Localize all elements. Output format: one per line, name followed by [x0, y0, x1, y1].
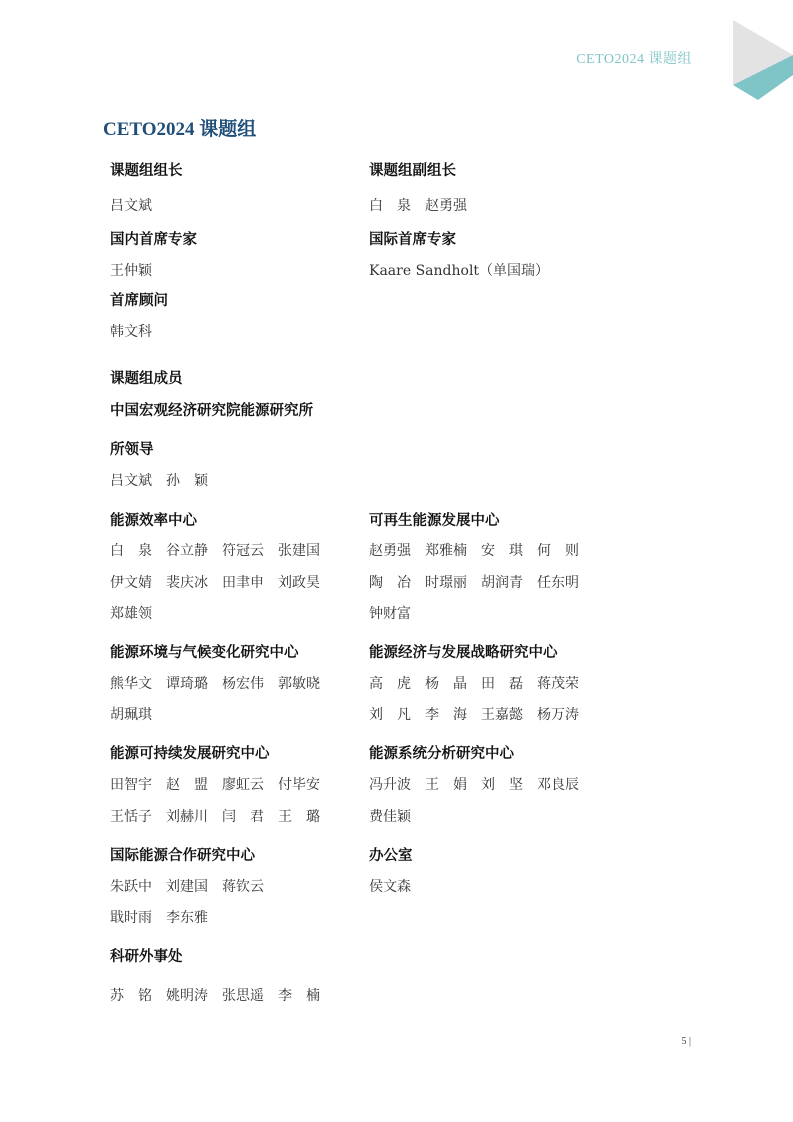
- center-systems-label: 能源系统分析研究中心: [369, 746, 514, 762]
- leader-label: 课题组组长: [110, 163, 183, 179]
- center-cooperation-label: 国际能源合作研究中心: [110, 848, 255, 864]
- center-efficiency-label: 能源效率中心: [110, 513, 197, 529]
- center-environment-row: 熊华文 谭琦璐 杨宏伟 郭敏晓: [110, 676, 320, 692]
- center-sustainable-label: 能源可持续发展研究中心: [110, 746, 270, 762]
- office-label: 办公室: [369, 848, 413, 864]
- center-renewable-row: 赵勇强 郑雅楠 安 琪 何 则: [369, 543, 579, 559]
- center-environment-label: 能源环境与气候变化研究中心: [110, 645, 299, 661]
- foreign-affairs-row: 苏 铭 姚明涛 张思遥 李 楠: [110, 988, 320, 1004]
- center-economics-row: 刘 凡 李 海 王嘉懿 杨万涛: [369, 707, 579, 723]
- center-renewable-row: 钟财富: [369, 606, 411, 622]
- center-cooperation-row: 戢时雨 李东雅: [110, 910, 208, 926]
- center-efficiency-row: 伊文婧 裴庆冰 田聿申 刘政昊: [110, 575, 320, 591]
- deputy-leader-label: 课题组副组长: [369, 163, 456, 179]
- center-systems-row: 费佳颖: [369, 809, 411, 825]
- page-title: CETO2024 课题组: [103, 119, 257, 140]
- foreign-affairs-label: 科研外事处: [110, 949, 183, 965]
- advisor-label: 首席顾问: [110, 293, 168, 309]
- office-row: 侯文森: [369, 879, 411, 895]
- intl-expert-names: Kaare Sandholt（单国瑞）: [369, 263, 550, 279]
- leadership-label: 所领导: [110, 442, 154, 458]
- institute-name: 中国宏观经济研究院能源研究所: [110, 403, 313, 419]
- center-economics-label: 能源经济与发展战略研究中心: [369, 645, 558, 661]
- header-title: CETO2024 课题组: [576, 52, 692, 67]
- center-renewable-row: 陶 冶 时璟丽 胡润青 任东明: [369, 575, 579, 591]
- center-economics-row: 高 虎 杨 晶 田 磊 蒋茂荣: [369, 676, 579, 692]
- center-environment-row: 胡珮琪: [110, 707, 152, 723]
- domestic-expert-label: 国内首席专家: [110, 232, 197, 248]
- center-systems-row: 冯升波 王 娟 刘 坚 邓良辰: [369, 777, 579, 793]
- page-number: 5 |: [681, 1036, 691, 1047]
- corner-decoration: [733, 0, 793, 110]
- center-sustainable-row: 王恬子 刘赫川 闫 君 王 璐: [110, 809, 320, 825]
- members-label: 课题组成员: [110, 371, 183, 387]
- deputy-leader-names: 白 泉 赵勇强: [369, 198, 467, 214]
- advisor-names: 韩文科: [110, 324, 152, 340]
- center-renewable-label: 可再生能源发展中心: [369, 513, 500, 529]
- leader-names: 吕文斌: [110, 198, 152, 214]
- center-sustainable-row: 田智宇 赵 盟 廖虹云 付毕安: [110, 777, 320, 793]
- center-efficiency-row: 白 泉 谷立静 符冠云 张建国: [110, 543, 320, 559]
- leadership-names: 吕文斌 孙 颖: [110, 473, 208, 489]
- center-cooperation-row: 朱跃中 刘建国 蒋钦云: [110, 879, 264, 895]
- center-efficiency-row: 郑雄领: [110, 606, 152, 622]
- intl-expert-label: 国际首席专家: [369, 232, 456, 248]
- domestic-expert-names: 王仲颖: [110, 263, 152, 279]
